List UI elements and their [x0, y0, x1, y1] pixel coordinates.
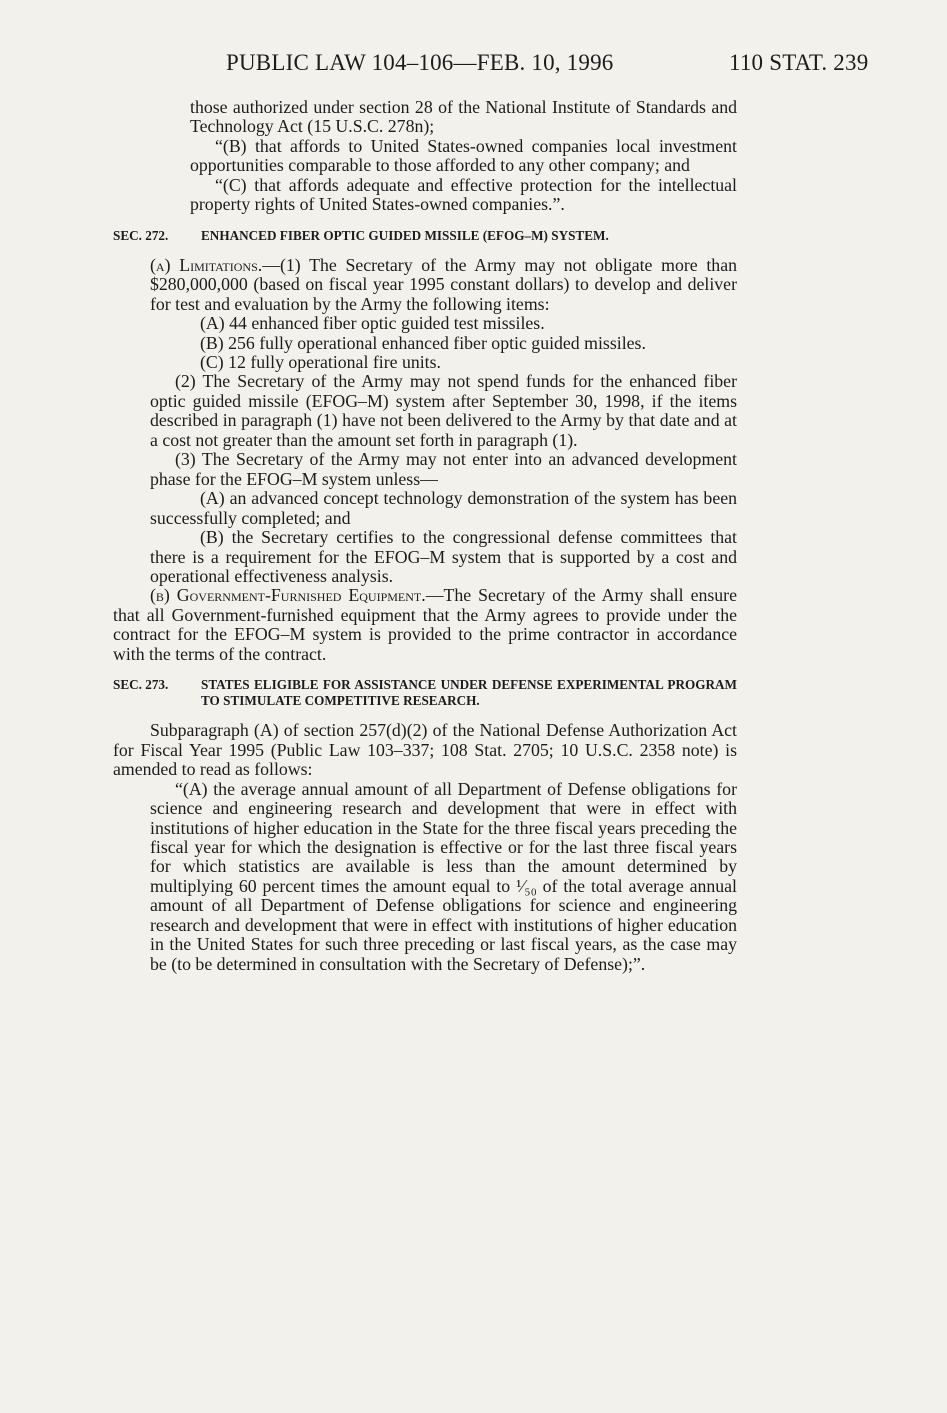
running-header	[0, 50, 947, 82]
subsection-a	[113, 256, 737, 314]
clause-b: “(B) that affords to United States-owned companies local investment opportunities comparable to those afforded to any other company; and	[190, 135, 737, 176]
paragraph-a2: (2) The Secretary of the Army may not spend funds for the enhanced fiber optic guided missile (EFOG–M) system after September 30, 1998, if the items described in paragraph (1) have not been delivered to the Army by that date and at a cost not greater than the amount set forth in paragraph (1).	[150, 371, 737, 450]
item-a1-B: (B) 256 fully operational enhanced fiber optic guided missiles.	[200, 332, 646, 353]
subsection-a-heading: (a) Limitations.	[150, 254, 263, 275]
section-273-quoted-amendment: “(A) the average annual amount of all Department of Defense obligations for science and engineering research and development that were in effect with institutions of higher education in the State for the three fiscal years preceding the fiscal year for which the designation is effective or for the last three fiscal years for which statistics are available is less than the amount determined by multiplying 60 percent times the amount equal to ¹⁄₅₀ of the total average annual amount of all Department of Defense obligations for science and engineering research and development that were in effect with institutions of higher education in the United States for such three preceding or last fiscal years, as the case may be (to be determined in consultation with the Secretary of Defense);”.	[150, 778, 737, 974]
item-a1-A: (A) 44 enhanced fiber optic guided test missiles.	[200, 313, 545, 334]
section-272-heading	[113, 228, 737, 244]
continued-paragraph: those authorized under section 28 of the National Institute of Standards and Technology Act (15 U.S.C. 278n);	[190, 97, 737, 137]
body-text	[113, 98, 737, 974]
paragraph-a3: (3) The Secretary of the Army may not enter into an advanced development phase for the EFOG–M system unless—	[150, 449, 737, 489]
subsection-b	[113, 586, 737, 664]
subsection-b-heading: (b) Government-Furnished Equipment.	[150, 585, 426, 606]
section-title: STATES ELIGIBLE FOR ASSISTANCE UNDER DEFENSE EXPERIMENTAL PROGRAM TO STIMULATE COMPETITIVE RESEARCH.	[201, 677, 737, 709]
header-stat-page: 110 STAT. 239	[729, 50, 869, 75]
clause-c: “(C) that affords adequate and effective protection for the intellectual property rights of United States-owned companies.”.	[190, 174, 737, 215]
item-a1-C: (C) 12 fully operational fire units.	[200, 351, 441, 372]
section-number: SEC. 272.	[113, 227, 169, 243]
section-273-intro: Subparagraph (A) of section 257(d)(2) of the National Defense Authorization Act for Fiscal Year 1995 (Public Law 103–337; 108 Stat. 2705; 10 U.S.C. 2358 note) is amended to read as follows:	[113, 720, 737, 780]
section-273-heading	[113, 677, 737, 709]
subsection-a-text: —(1) The Secretary of the Army may not obligate more than $280,000,000 (based on fiscal year 1995 constant dollars) to develop and deliver for test and evaluation by the Army the following items:	[150, 254, 737, 314]
item-a3-B: (B) the Secretary certifies to the congressional defense committees that there is a requirement for the EFOG–M system that is supported by a cost and operational effectiveness analysis.	[150, 527, 737, 586]
section-title: ENHANCED FIBER OPTIC GUIDED MISSILE (EFOG–M) SYSTEM.	[201, 227, 609, 243]
item-a3-A: (A) an advanced concept technology demonstration of the system has been successfully completed; and	[150, 488, 737, 528]
subsection-b-text: —The Secretary of the Army shall ensure that all Government-furnished equipment that the Army agrees to provide under the contract for the EFOG–M system is provided to the prime contractor in accordance with the terms of the contract.	[113, 585, 737, 664]
section-number: SEC. 273.	[113, 677, 169, 693]
header-law-citation: PUBLIC LAW 104–106—FEB. 10, 1996	[226, 50, 614, 75]
